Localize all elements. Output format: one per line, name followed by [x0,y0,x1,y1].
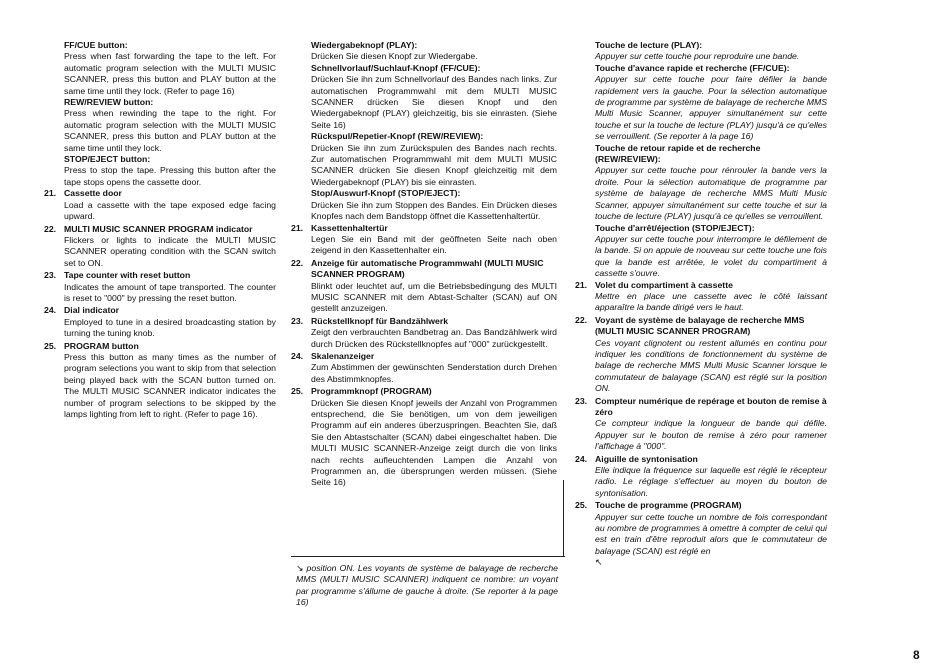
continuation-divider-vertical [563,480,564,557]
fr-item-21 [575,280,827,314]
fr-item-25 [575,500,827,568]
fr-rew-block [595,143,827,223]
de-item-text: Blinkt oder leuchtet auf, um die Betriebsbedingung des MULTI MUSIC SCANNER mit dem Abtast-Schalter (SCAN) auf ON gestellt anzuzeigen. [311,280,557,314]
de-stop-text: Drücken Sie ihn zum Stoppen des Bandes. Ein Drücken dieses Knopfes nach dem Bandstopp öffnet die Kassettenhaltertür. [311,199,557,222]
de-play-text: Drücken Sie diesen Knopf zur Wiedergabe. [311,51,478,62]
english-column [44,40,276,421]
en-item-text: Press this button as many times as the number of program selections you want to skip from that selection being played back with the SCAN button turned on. The MULTI MUSIC SCANNER indicator indicates the number of program selections to be skipped by the lamps lighting from left to right. (Refer to page 16). [64,351,276,419]
de-item-21 [291,223,557,257]
en-item-number: 24. [44,305,57,316]
de-item-23 [291,316,557,350]
en-item-24 [44,305,276,339]
de-play-heading: Wiedergabeknopf (PLAY): [311,40,418,50]
en-item-heading: Tape counter with reset button [64,270,191,281]
de-item-heading: Programmknopf (PROGRAM) [311,386,432,397]
en-rew-block [64,97,276,154]
fr-ffcue-heading: Touche d'avance rapide et recherche (FF/CUE): [595,62,790,73]
fr-item-text: Elle indique la fréquence sur laquelle est réglé le récepteur radio. Le réglage s'effectuer au moyen du bouton de syntonisation. [595,465,827,498]
fr-item-text: Appuyer sur cette touche un nombre de fois correspondant au nombre de programmes à omettre à compter de celui qui est en train d'être reproduit alors que le commutateur de balayage (SCAN) est réglé en [595,511,827,556]
german-column [291,40,557,490]
en-item-heading: Dial indicator [64,305,120,316]
fr-item-number: 22. [575,314,588,325]
en-ffcue-text: Press when fast forwarding the tape to the left. For automatic program selection with the MULTI MUSIC SCANNER, press this button and PLAY button at the same time until they lock. (Refer to page 16) [64,51,276,96]
fr-continuation-text: position ON. Les voyants de système de balayage de recherche MMS (MULTI MUSIC SCANNER) indiquent ce nombre: un voyant par programme s'állume de gauche à droite. (Se reporter à la page 16) [296,563,558,608]
de-item-text: Zeigt den verbrauchten Bandbetrag an. Das Bandzählwerk wird durch Drücken des Rückstellknopfes auf "000" zurückgestellt. [311,327,557,349]
en-item-23 [44,270,276,304]
fr-item-heading: Touche de programme (PROGRAM) [595,500,742,511]
fr-stop-block [595,223,827,280]
en-item-22 [44,224,276,270]
continuation-arrow-icon: ↖ [595,557,603,568]
fr-item-text: Ces voyant clignotent ou restent allumés en continu pour indiquer les conditions de fonctionnement du système de balage de recherche MMS Multi Music Scanner lorsque le commutateur de balayage (SCAN) est réglé sur la position ON. [595,337,827,394]
de-item-text: Zum Abstimmen der gewünschten Senderstation durch Drehen des Abstimmknopfes. [311,362,557,384]
fr-item-number: 25. [575,500,588,511]
en-item-number: 25. [44,340,57,351]
fr-ffcue-block [595,63,827,143]
fr-item-heading: Volet du compartiment à cassette [595,279,733,290]
de-item-number: 21. [291,222,304,233]
fr-stop-text: Appuyer sur cette touche pour interrompre le défilement de la bande. Si on appuie de nouveau sur cette touche une fois que la bande est arrêtée, le volet du compartiment à cassette s'ouvre. [595,233,827,279]
de-item-number: 22. [291,257,304,268]
fr-play-block [595,40,827,63]
fr-rew-heading: Touche de retour rapide et de recherche (REW/REVIEW): [595,142,761,165]
de-stop-block [311,188,557,222]
fr-item-text: Mettre en place une cassette avec le côté laissant apparaître la bande dirigé vers le haut. [595,290,827,313]
fr-continuation-note [296,563,558,609]
en-item-number: 22. [44,223,57,234]
de-item-number: 23. [291,315,304,326]
continuation-divider-horizontal [291,556,565,557]
en-item-text: Indicates the amount of tape transported. The counter is reset to "000" by pressing the reset button. [64,281,276,303]
fr-ffcue-text: Appuyer sur cette touche pour faire défiler la bande rapidement vers la gauche. Pour la sélection automatique de programme par système de balayage de recherche MMS Multi Music Scanner, appuyer simultanément sur cette touche et sur la touche de lecture (PLAY) jusqu'à ce qu'elles se verrouillent. (Se reporter à la page 16) [595,74,827,142]
en-item-25 [44,341,276,421]
en-item-heading: Cassette door [64,188,122,199]
fr-stop-heading: Touche d'arrêt/éjection (STOP/EJECT): [595,222,755,233]
de-rew-heading: Rückspul/Repetier-Knopf (REW/REVIEW): [311,131,484,142]
fr-item-number: 21. [575,279,588,290]
de-item-heading: Kassettenhaltertür [311,222,388,233]
de-item-text: Legen Sie ein Band mit der geöffneten Seite nach oben zeigend in den Kassettenhalter ein. [311,233,557,256]
fr-pre-buttons [575,40,827,280]
de-item-heading: Rückstellknopf für Bandzählwerk [311,315,449,326]
de-item-24 [291,351,557,385]
en-ffcue-heading: FF/CUE button: [64,40,128,50]
de-item-heading: Skalenanzeiger [311,350,375,361]
en-item-text: Flickers or lights to indicate the MULTI MUSIC SCANNER operating condition with the SCAN switch set to ON. [64,234,276,268]
fr-play-text: Appuyer sur cette touche pour reproduire une bande. [595,51,800,62]
fr-rew-text: Appuyer sur cette touche pour rénrouler la bande vers la droite. Pour la sélection automatique de programme par système de balayage de recherche MMS Multi Music Scanner, appuyer simultanément sur cette touche et sur la touche de lecture (PLAY) jusqu'à ce qu'elles se verrouillent. [595,165,827,222]
de-pre-buttons [291,40,557,223]
de-ffcue-block [311,63,557,131]
en-stop-text: Press to stop the tape. Pressing this button after the tape stops opens the cassette door. [64,165,276,187]
en-stop-heading: STOP/EJECT button: [64,154,151,165]
en-pre-buttons [44,40,276,188]
en-item-text: Load a cassette with the tape exposed edge facing upward. [64,199,276,222]
en-item-number: 21. [44,188,57,199]
continuation-arrow-icon: ↘ [296,563,304,573]
fr-item-number: 24. [575,453,588,464]
fr-item-22 [575,315,827,395]
de-ffcue-text: Drücken Sie ihn zum Schnellvorlauf des Bandes nach links. Zur automatischen Programmwahl mit dem MULTI MUSIC SCANNER drücken Sie diesen Knopf und den Wiedergabeknopf (PLAY) gleichzeitig, bis sie einrasten. (Siehe Seite 16) [311,74,557,130]
fr-item-24 [575,454,827,500]
en-rew-text: Press when rewinding the tape to the right. For automatic program selection with the MULTI MUSIC SCANNER, press this button and PLAY button at the same time until they lock. [64,108,276,153]
en-item-number: 23. [44,270,57,281]
fr-item-heading: Voyant de système de balayage de recherche MMS (MULTI MUSIC SCANNER PROGRAM) [595,314,805,337]
de-item-number: 24. [291,350,304,361]
de-play-block [311,40,557,63]
fr-item-text: Ce compteur indique la longueur de bande qui défile. Appuyer sur le bouton de remise à zéro pour ramener l'affichage à "000". [595,418,827,452]
en-ffcue-block [64,40,276,97]
de-ffcue-heading: Schnellvorlauf/Suchlauf-Knopf (FF/CUE): [311,62,481,73]
french-column [575,40,827,570]
fr-play-heading: Touche de lecture (PLAY): [595,40,703,50]
fr-item-23 [575,396,827,453]
de-stop-heading: Stop/Auswurf-Knopf (STOP/EJECT): [311,188,461,199]
de-item-number: 25. [291,386,304,397]
en-item-21 [44,188,276,222]
de-item-text: Drücken Sie diesen Knopf jeweils der Anzahl von Programmen entsprechend, die Sie benötigen, um von dem jeweiligen Programm auf ein anderes überzuspringen. Beachten Sie, daß Sie den Abtastschalter (SCAN) dabei eingeschaltet haben. Die MULTI MUSIC SCANNER-Anzeige zeigt durch die von links nach rechts aufleuchtenden Lampen die Anzahl von Programmen an, die übersprungen werden müssen. (Siehe Seite 16) [311,397,557,488]
en-stop-block [64,154,276,188]
fr-item-number: 23. [575,395,588,406]
de-item-22 [291,258,557,315]
fr-item-heading: Aiguille de syntonisation [595,453,698,464]
en-rew-heading: REW/REVIEW button: [64,97,154,108]
en-item-text: Employed to tune in a desired broadcasting station by turning the tuning knob. [64,316,276,339]
en-item-heading: MULTI MUSIC SCANNER PROGRAM indicator [64,223,253,234]
de-rew-text: Drücken Sie ihn zum Zurückspulen des Bandes nach rechts. Zur automatischen Programmwahl mit dem MULTI MUSIC SCANNER drücken Sie diesen Knopf gleichzeitig mit dem Wiedergabeknopf (PLAY) bis sie einrasten. [311,142,557,187]
de-item-heading: Anzeige für automatische Programmwahl (MULTI MUSIC SCANNER PROGRAM) [311,257,544,280]
de-item-25 [291,386,557,489]
de-rew-block [311,131,557,188]
fr-item-heading: Compteur numérique de repérage et bouton de remise à zéro [595,395,827,417]
en-item-heading: PROGRAM button [64,340,139,351]
page-number: 8 [913,648,920,662]
